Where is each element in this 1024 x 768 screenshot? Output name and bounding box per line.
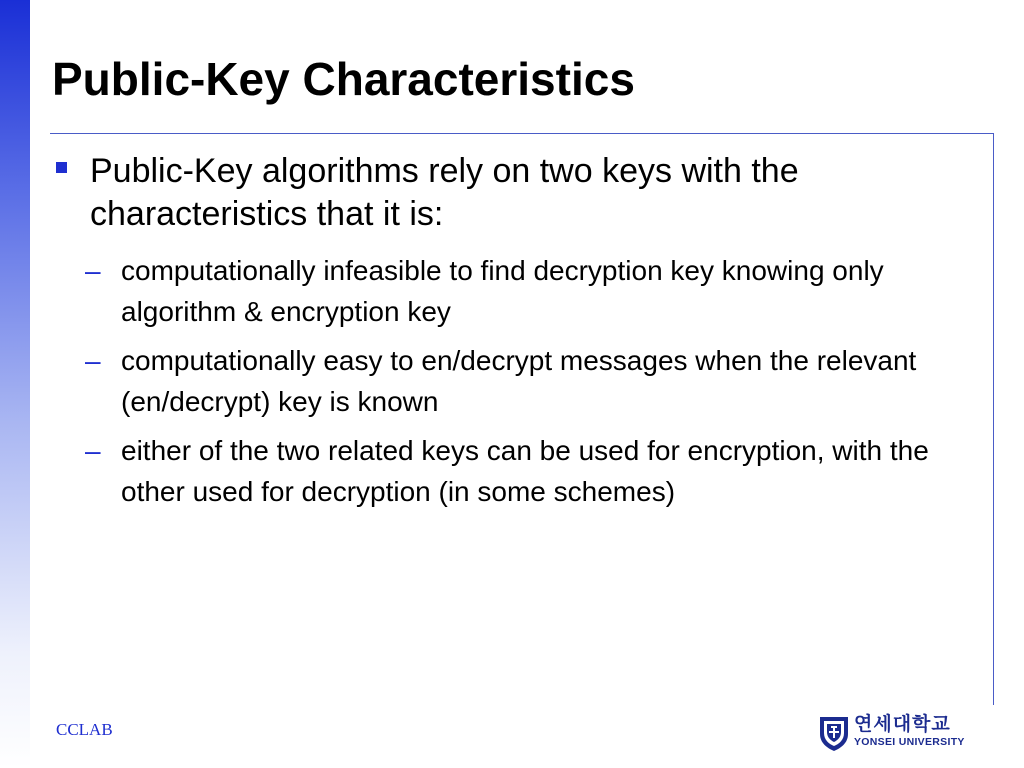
square-bullet-icon: [56, 162, 67, 173]
dash-marker: –: [85, 255, 101, 286]
bullet-main: [90, 150, 970, 236]
title-divider: [50, 133, 994, 134]
dash-marker: –: [85, 435, 101, 466]
shield-icon: [818, 714, 850, 752]
bullet-main-text: Public-Key algorithms rely on two keys with the characteristics that it is:: [90, 152, 799, 233]
sub-bullet-3: [85, 430, 991, 512]
logo-korean-name: 연세대학교: [854, 713, 951, 735]
sub-bullet-1-text: computationally infeasible to find decryption key knowing only algorithm & encryption key: [121, 255, 884, 327]
dash-marker: –: [85, 345, 101, 376]
sub-bullet-1: [85, 250, 991, 332]
logo-text: [854, 713, 988, 749]
sub-bullet-3-text: either of the two related keys can be used for encryption, with the other used for decryption (in some schemes): [121, 435, 929, 507]
sub-bullet-2: [85, 340, 991, 422]
slide-title: Public-Key Characteristics: [52, 53, 635, 105]
university-logo: [818, 713, 988, 753]
footer-lab-name: CCLAB: [56, 720, 113, 739]
side-gradient-bar: [0, 0, 30, 768]
sub-bullet-2-text: computationally easy to en/decrypt messages when the relevant (en/decrypt) key is known: [121, 345, 917, 417]
right-divider: [993, 133, 994, 705]
logo-english-name: YONSEI UNIVERSITY: [854, 736, 965, 748]
